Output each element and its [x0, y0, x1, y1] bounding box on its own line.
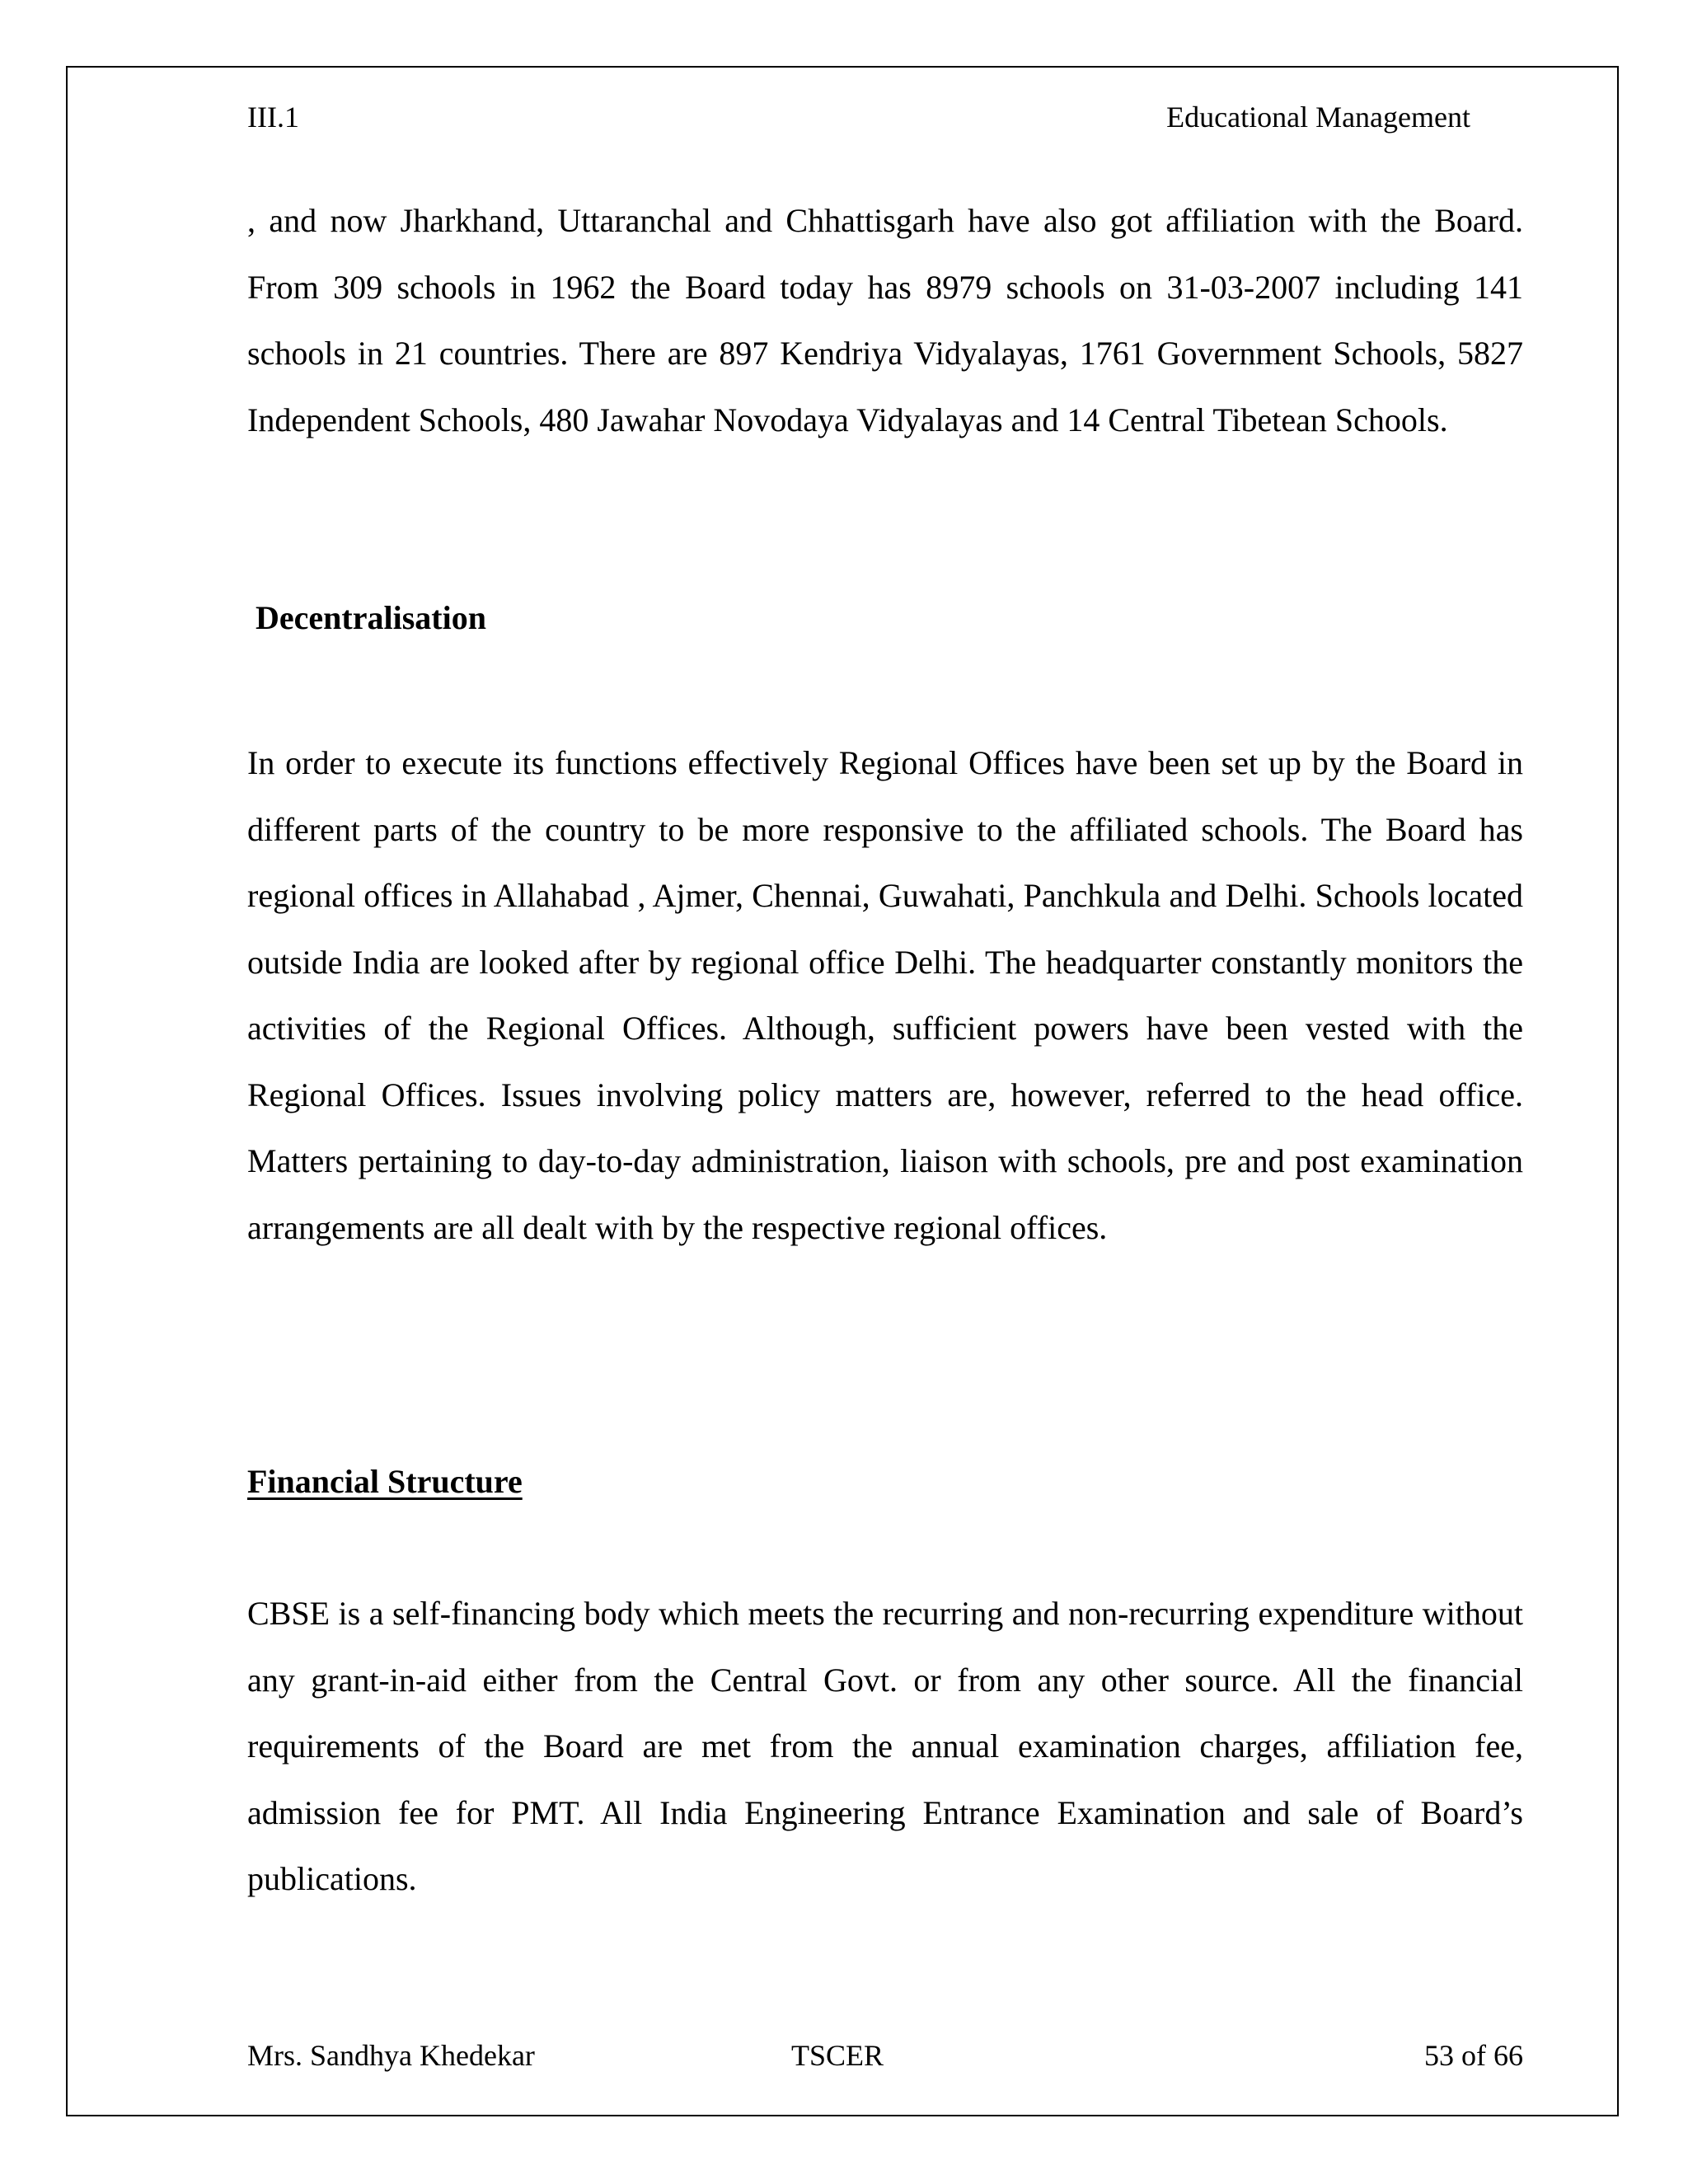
paragraph-financial: CBSE is a self-financing body which meets the recurring and non-recurring expenditure without any grant-in-aid either from the Central Govt. or from any other source. All the financial requirements of the Board are met from the annual examination charges, affiliation fee, admission fee for PMT. All India Engineering Entrance Examination and sale of Board’s publications.	[247, 1595, 1523, 1897]
header-subject: Educational Management	[1166, 101, 1470, 134]
heading-financial-structure: Financial Structure	[247, 1463, 523, 1500]
header-section-number: III.1	[247, 101, 299, 134]
footer-author: Mrs. Sandhya Khedekar	[247, 2039, 535, 2072]
paragraph-affiliation: , and now Jharkhand, Uttaranchal and Chhattisgarh have also got affiliation with the Board. From 309 schools in 1962 the Board today has 8979 schools on 31-03-2007 including 141 schools in 21 countries. There are 897 Kendriya Vidyalayas, 1761 Government Schools, 5827 Independent Schools, 480 Jawahar Novodaya Vidyalayas and 14 Central Tibetean Schools.	[247, 202, 1523, 438]
paragraph-regional-offices: In order to execute its functions effectively Regional Offices have been set up by the Board in different parts of the country to be more responsive to the affiliated schools. The Board has regional offices in Allahabad , Ajmer, Chennai, Guwahati, Panchkula and Delhi. Schools located outside India are looked after by regional office Delhi. The headquarter constantly monitors the activities of the Regional Offices. Although, sufficient powers have been vested with the Regional Offices. Issues involving policy matters are, however, referred to the head office. Matters pertaining to day-to-day administration, liaison with schools, pre and post examination arrangements are all dealt with by the respective regional offices.	[247, 744, 1523, 1246]
heading-decentralisation: Decentralisation	[256, 599, 486, 636]
footer-page-number: 53 of 66	[1424, 2039, 1523, 2072]
footer-institution: TSCER	[791, 2039, 884, 2072]
